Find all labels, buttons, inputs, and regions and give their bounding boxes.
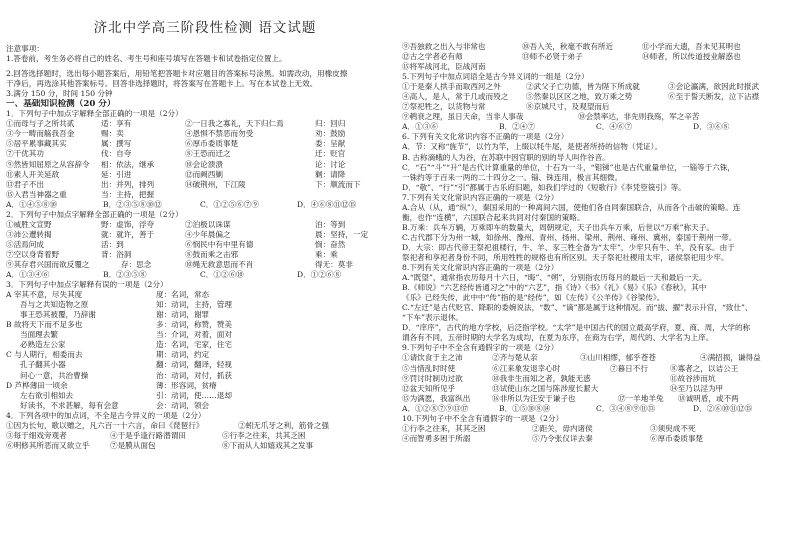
option-b[interactable]: B．②③⑤⑧⑩⑫	[103, 199, 162, 209]
item-text: 悯：奋然	[315, 239, 346, 249]
item-text: ③今一畴而觞我吾金	[6, 129, 75, 139]
item-text: 伐：自夸	[101, 149, 132, 159]
item-text: ①而母与子之所共贰	[6, 119, 75, 129]
item-text: B 故将天下而不足多也	[6, 320, 83, 330]
item-row	[6, 401, 394, 411]
item-text: 孔子翻其小器	[20, 360, 66, 370]
item-text: 野：虚饰，浮夸	[101, 219, 155, 229]
question-stem: 4．下列各项中的加点词，不全是古今异义的一项是（2分）	[6, 410, 206, 420]
item-text: ④恩惧不禁恶而勿受	[185, 129, 254, 139]
item-row	[402, 364, 790, 374]
item-text: ①威胜文宣野	[6, 219, 52, 229]
answer-options	[402, 404, 790, 414]
item-text: 背：浴洞	[101, 249, 132, 259]
item-text: 晨：坚持，一定	[315, 229, 369, 239]
item-text: ⑧王恐而迁之	[185, 149, 231, 159]
item-text: ③山川相缪，郁乎苍苍	[580, 353, 656, 363]
item-text: 当面理去繁	[20, 330, 58, 340]
text-line: C.“左迁”是古代贬官、降职的委婉说法，“数”、“谪”都是属于这种情况。而“拔、擢”表示升官，“致仕”、	[402, 303, 753, 313]
item-row	[402, 42, 790, 52]
item-text: 治：动词，对付，抓获	[156, 370, 232, 380]
text-line: B.《师说》“六艺经传皆通习之”中的“六艺”，指《诗》《书》《礼》《易》《乐》《春秋》，其中	[402, 283, 707, 293]
item-text: 问心一意，共治曹操	[20, 370, 89, 380]
item-row	[6, 119, 394, 129]
item-text: 好读书，不求甚解，每有会意	[20, 400, 119, 410]
item-text: ③须臾成不死	[650, 423, 696, 433]
item-text: ⑦暮日不行	[610, 363, 648, 373]
item-text: 延：引进	[101, 169, 132, 179]
item-row	[6, 421, 394, 431]
question-stem: 6. 下列有关文化常识内容不正确的一项是（2分）	[402, 132, 569, 142]
item-text: ④少年晨偏之	[185, 229, 231, 239]
item-text: ⑤行李之往来，共其乏困	[222, 430, 306, 440]
item-text: ⑨罚讨时制功过欲	[402, 373, 463, 383]
item-text: A 宰其不意，尽失其度	[6, 290, 83, 300]
text-line: 衡，也作“连横”，六国联合起来共同对付秦国的策略。	[402, 212, 585, 222]
text-line: C．“石”“斗”“升”是古代计算重量的单位，十石为一斗，“钼锑”也是古代重量单位，一锱等于六铢，	[402, 162, 736, 172]
item-row	[402, 92, 790, 102]
item-text: ④于是乎逢行路潜谓田	[110, 430, 186, 440]
item-text: 当：介词，对着，面对	[156, 330, 232, 340]
item-text: ⑭至乃以淫为甲	[670, 383, 724, 393]
item-row	[6, 190, 394, 200]
text-line: D．大宗：即古代帝王祭祀祖楼行，牛、羊、豕三牲全备为“太牢”，少牢只有牛、羊，没有豕。由于	[402, 242, 735, 252]
item-text: ⑯非所以为汪安于谦子也	[492, 393, 576, 403]
item-text: 得无：莫非	[315, 259, 353, 269]
item-text: ⑮将军战河北，臣战河南	[402, 62, 486, 72]
item-text: ①行李之往来，其其乏困	[402, 423, 486, 433]
notice-line: 2.回答选择题时，选出每小题答案后，用铅笔把答题卡对应题目的答案标号涂黑。如需改动，用橡皮擦	[6, 69, 348, 79]
section-heading: 一、基础知识检测（20 分）	[6, 99, 116, 110]
text-line: B.万乘：兵车万辆，万乘即车的数量大，周朝规定，天子出兵车万乘，后世以“万乘”称天子。	[402, 222, 714, 232]
item-row	[402, 384, 790, 394]
question-stem: 3．下列句子中加点字解释有误的一项是（2分）	[6, 280, 168, 290]
text-line: 祭祀者和享祀者身份不同，所用牲牲的规格也有所区别。天子祭祀社稷用太牢，诸侯祭祀用少牢。	[402, 252, 729, 262]
option-a[interactable]: A．①③⑥	[402, 122, 438, 132]
item-row	[402, 82, 790, 92]
item-text: 引：动词，使……退却	[156, 390, 232, 400]
option-b[interactable]: B．②④⑦	[499, 122, 535, 132]
item-text: D 芦桦薄田一顷余	[6, 380, 68, 390]
item-row	[6, 220, 394, 230]
item-row	[6, 310, 394, 320]
item-row	[6, 350, 394, 360]
item-text: 就：就许，善于	[101, 229, 155, 239]
item-text: C 与人期行，相委而去	[6, 350, 83, 360]
item-text: 赐：卖	[101, 129, 124, 139]
item-text: ⑥至于誓天断发，泣下沾襟	[668, 92, 760, 102]
option-a[interactable]: A．①②⑧⑦⑨⑬⑰	[402, 403, 469, 413]
item-text: ⑤然秦以区区之地，致万乘之势	[526, 92, 633, 102]
item-text: 造：名词，宅家，住宅	[156, 340, 232, 350]
text-line: 谓各有不同，五帝时期的大学名为成均，在夏为东序，在商为右学，周代的、大学名为上庠。	[402, 333, 714, 343]
option-d[interactable]: D．①②⑥⑧	[297, 270, 342, 280]
option-c[interactable]: C．③④⑧⑨⑪⑬	[596, 403, 655, 413]
item-text: ②齐与楚从亲	[492, 353, 538, 363]
question-stem: 10.下列句子中不全含有通假字的一项是（2分）	[402, 413, 564, 423]
item-row	[6, 129, 394, 139]
item-text: ⑤当惜乱时时使	[402, 363, 456, 373]
item-text: ⑮为满愿，我富纵出	[402, 393, 471, 403]
item-text: ③每于细戏旁观者	[6, 430, 67, 440]
item-row	[402, 112, 790, 122]
item-text: ⑫古之学者必有师	[402, 52, 463, 62]
item-text: ⑩吾入关，秋毫不敢有所近	[522, 42, 614, 51]
item-text: 下：顺流而下	[315, 179, 361, 189]
option-c[interactable]: C．①②⑤⑥⑦⑨	[200, 199, 259, 209]
item-row	[402, 102, 790, 112]
option-a[interactable]: A．①④⑤⑧⑩	[6, 199, 58, 209]
item-row	[6, 340, 394, 350]
item-text: ②蚓无爪牙之利，筋骨之强	[238, 420, 330, 430]
item-text: ⑧寡者之，以诘公王	[670, 363, 739, 373]
item-text: ⑧京城尺寸，及观望而后	[526, 102, 610, 112]
item-row	[6, 260, 394, 270]
question-stem: 8.下列有关文化常识内容正确的一项是（2分）	[402, 263, 559, 273]
item-text: ⑥江来象发退幸心时	[492, 363, 561, 373]
notice-line: 干净后，再选涂其他答案标号。回答非选择题时，将答案写在答题卡上。写在本试卷上无效。	[6, 79, 318, 89]
item-text: 当：主持，把握	[101, 189, 155, 199]
item-text: ⑨其存君兴国而欲反覆之	[6, 259, 90, 269]
item-row	[6, 381, 394, 391]
item-text: ⑨然皆知屈原之从容辞令	[6, 159, 90, 169]
question-stem: 9.下列句子中不全含有通假字的一项是（2分）	[402, 343, 559, 353]
item-row	[6, 330, 394, 340]
item-text: ⑧下而从人如嬉戏其之发事	[222, 440, 314, 450]
item-row	[6, 160, 394, 170]
item-text: ①于是秦人拱手而取西河之外	[402, 82, 501, 92]
text-line: A．节：又称“旌节”，以竹为竿，上缀以牦牛尾，是使者所持的信物（凭证）。	[402, 142, 663, 152]
item-text: ⑦干优其功	[6, 149, 44, 159]
item-text: ④高人，是人，常于几或而殁之	[402, 92, 509, 102]
item-text: ⑦是膜从面包	[110, 440, 156, 450]
question-stem: 5.下列句子中加点词语全是古今异义词的一组是（2分）	[402, 72, 589, 82]
answer-options	[6, 200, 394, 210]
item-row	[6, 250, 394, 260]
item-row	[6, 360, 394, 370]
item-text: ⑩绳无救意思而不肖	[185, 259, 254, 269]
item-text: ⑬君子不出	[6, 179, 44, 189]
text-line: 《乐》已经失传，此中中“传”指的是“经传”，如《左传》《公羊传》《谷梁传》。	[402, 293, 665, 303]
text-line: C.古代郡下分为州一城，如徐州、豫州、青州、扬州、梁州、荆州、雍州、冀州，泰国于荆州一带。	[402, 232, 737, 242]
item-text: ④满招损，谦得益	[700, 353, 761, 363]
item-text: ⑪素人开关延敌	[6, 169, 60, 179]
item-text: 归：回归	[315, 119, 346, 129]
option-c[interactable]: C．④⑥⑦	[596, 122, 633, 132]
item-row	[6, 320, 394, 330]
item-text: 相：依法，继承	[101, 159, 155, 169]
item-row	[6, 391, 394, 401]
item-text: ⑨吾独救之出入与非常也	[402, 42, 486, 51]
item-row	[402, 353, 790, 363]
item-text: ⑱诚明盾，或不两	[678, 393, 739, 403]
item-text: ①请饮食于主之沛	[402, 353, 463, 363]
item-text: 知：动词，主持，管理	[156, 300, 232, 310]
item-text: ①因为长句，歌以赠之，凡六百一十六言，命曰《琵琶行》	[6, 420, 204, 430]
item-row	[6, 139, 394, 149]
item-text: 活：到	[101, 239, 124, 249]
item-row	[402, 394, 790, 404]
item-row	[6, 371, 394, 381]
item-text: ⑧鼓而乘之击邪	[185, 249, 239, 259]
item-text: ⑩会论溃溃	[185, 159, 223, 169]
item-text: ⑩会禁率达，非先则我殇，军之辛苦	[578, 112, 700, 122]
item-text: ⑥悯民中有中里有德	[185, 239, 254, 249]
text-line: A.合从（从，通“纵”），秦国采用的一种离间六国，使他们各自同秦国联合，从而各个击破的策略。连	[402, 202, 741, 212]
item-text: 出：并列，排列	[101, 179, 155, 189]
answer-options	[402, 122, 790, 132]
item-text: 薄：形容词，贫瘠	[156, 380, 217, 390]
item-text: ⑩我非生而知之者，孰能无惑	[492, 373, 591, 383]
item-text: 必熟造左公家	[20, 340, 66, 350]
item-row	[6, 180, 394, 190]
item-text: ⑰一羊地羊兔	[618, 393, 664, 403]
item-row	[6, 240, 394, 250]
item-row	[402, 52, 790, 62]
item-text: ⑫而阙西剿	[185, 169, 223, 179]
item-text: 论：讨论	[315, 159, 346, 169]
notice-line: 1.答卷前，考生务必将自己的姓名、考生号和座号填写在答题卡和试卷指定位置上。	[6, 54, 287, 64]
option-d[interactable]: D．③⑥⑧	[693, 122, 730, 132]
item-text: ⑥厚币委质事楚	[650, 433, 704, 443]
notice-line: 3.满分 150 分，时间 150 分钟	[6, 89, 113, 99]
item-text: ⑥厚币委质事楚	[185, 139, 239, 149]
item-text: ②距关，毋内诸侯	[532, 423, 593, 433]
question-stem: 2．下列句子中加点字解释全部正确的一项是（2分）	[6, 209, 183, 219]
item-text: ②武父子亡功德，皆为陛下所成就	[526, 82, 640, 92]
item-text: 委：呈献	[315, 139, 346, 149]
item-text: ⑨鹌衰之理，虽日天命，当非人事哉	[402, 112, 524, 122]
item-text: 翻：动词，翻译，轻视	[156, 360, 232, 370]
answer-options	[6, 270, 394, 280]
item-text: 期：动词，约定	[156, 350, 210, 360]
item-text: ④而智勇多困于所溺	[402, 433, 471, 443]
item-text: 吾与之共知造物之原	[20, 300, 89, 310]
item-text: 乘：乘	[315, 249, 338, 259]
item-row	[6, 170, 394, 180]
item-text: ⑤居平累事藏其实	[6, 139, 67, 149]
item-text: ⑮入君当神器之重	[6, 189, 67, 199]
item-text: 多：动词，称赞，赞美	[156, 320, 232, 330]
item-text: ⑫盆天知所见乎	[402, 383, 456, 393]
text-line: 一铢约等于百来一两的二十四分之一。锱、铢连用，极言其细微。	[402, 172, 623, 182]
item-text: 会：动词，领会	[156, 400, 210, 410]
text-line: D．“庠序”，古代的地方学校，后泛指学校。“太学”是中国古代的国立最高学府，夏、商、周，大学的称	[402, 323, 751, 333]
item-text: 事王恐其被覆，乃辞谢	[20, 310, 96, 320]
option-d[interactable]: D．②⑥⑩⑪⑫⑮	[693, 403, 753, 413]
item-text: 迁：贬官	[315, 149, 346, 159]
item-row	[6, 300, 394, 310]
question-stem: 7.下列有关文化常识内容正确的一项是（2分）	[402, 192, 559, 202]
item-text: ③沛公遭转揭	[6, 229, 52, 239]
question-stem: 1．下列句子中加点字解释全部正确的一项是（2分）	[6, 109, 183, 119]
item-text: ⑤乃令张仪详去秦	[532, 433, 593, 443]
item-text: 适：享有	[101, 119, 132, 129]
item-text: ⑦空以身背着野	[6, 249, 60, 259]
item-row	[6, 441, 394, 451]
option-c[interactable]: C．①②⑥⑩	[200, 270, 244, 280]
item-text: ⑪故谷涉而坑	[670, 373, 716, 383]
notice-heading: 注意事项：	[6, 44, 44, 53]
item-text: 泊：等到	[315, 219, 346, 229]
text-line: B. 古称滴蛾的人为谷，在苏联中因官职的别的导人叫作谷音。	[402, 152, 610, 162]
item-text: ②泊极以诛谋	[185, 219, 231, 229]
item-text: ⑭师者，所以传道授业解惑也	[642, 52, 741, 62]
left-column	[6, 44, 394, 451]
item-text: 左右欲引相如去	[20, 390, 74, 400]
item-row	[402, 374, 790, 384]
item-row	[402, 424, 790, 434]
item-text: 谢：动词，谢罪	[156, 310, 210, 320]
item-text: ⑦祭祀牲之，以货物与常	[402, 102, 486, 112]
option-b[interactable]: B．①⑤⑩⑧⑭	[499, 403, 551, 413]
item-text: 存：思念	[121, 259, 152, 269]
item-text: 属：撰写	[101, 139, 132, 149]
item-text: 度：名词，常态	[156, 290, 210, 300]
item-text: ③会论瀛满，欲因此时报武	[668, 82, 760, 92]
item-text: ②一日我之寡礼，天下归仁焉	[185, 119, 284, 129]
item-row	[402, 434, 790, 444]
item-row	[6, 230, 394, 240]
page-title: 济北中学高三阶段性检测 语文试题	[93, 20, 317, 36]
item-text: ⑬师不必贤于弟子	[522, 52, 583, 62]
text-line: A.“既望”，通常指农历每月十六日，“晦”、“朔”，分别指农历每月的最后一天和最后一天。	[402, 273, 707, 283]
item-row	[402, 62, 790, 72]
option-b[interactable]: B．②③⑤⑧	[103, 270, 147, 280]
item-text: ⑬试使山东之国与陈涉度长絜大	[492, 383, 599, 393]
item-text: ⑥明修其所恶而又欲立乎	[6, 440, 90, 450]
text-line: “下车”表示退休。	[402, 313, 463, 323]
item-row	[6, 149, 394, 159]
item-text: ⑪小学而大遗，吾未见其明也	[642, 42, 741, 51]
item-text: ⑭破荆州，下江陵	[185, 179, 246, 189]
item-row	[6, 431, 394, 441]
text-line: D．“敬”、“行”“引”都属于古乐府旧题，如我们学过的《短歌行》《李凭箜篌引》等。	[402, 182, 686, 192]
item-text: 剿：请降	[315, 169, 346, 179]
item-text: ⑤活焉问成	[6, 239, 44, 249]
option-a[interactable]: A．①③④⑥	[6, 270, 50, 280]
right-column	[402, 42, 790, 444]
item-row	[6, 290, 394, 300]
item-text: 劝：鼓励	[315, 129, 346, 139]
option-d[interactable]: D．④⑥⑧⑪⑫⑮	[297, 199, 357, 209]
